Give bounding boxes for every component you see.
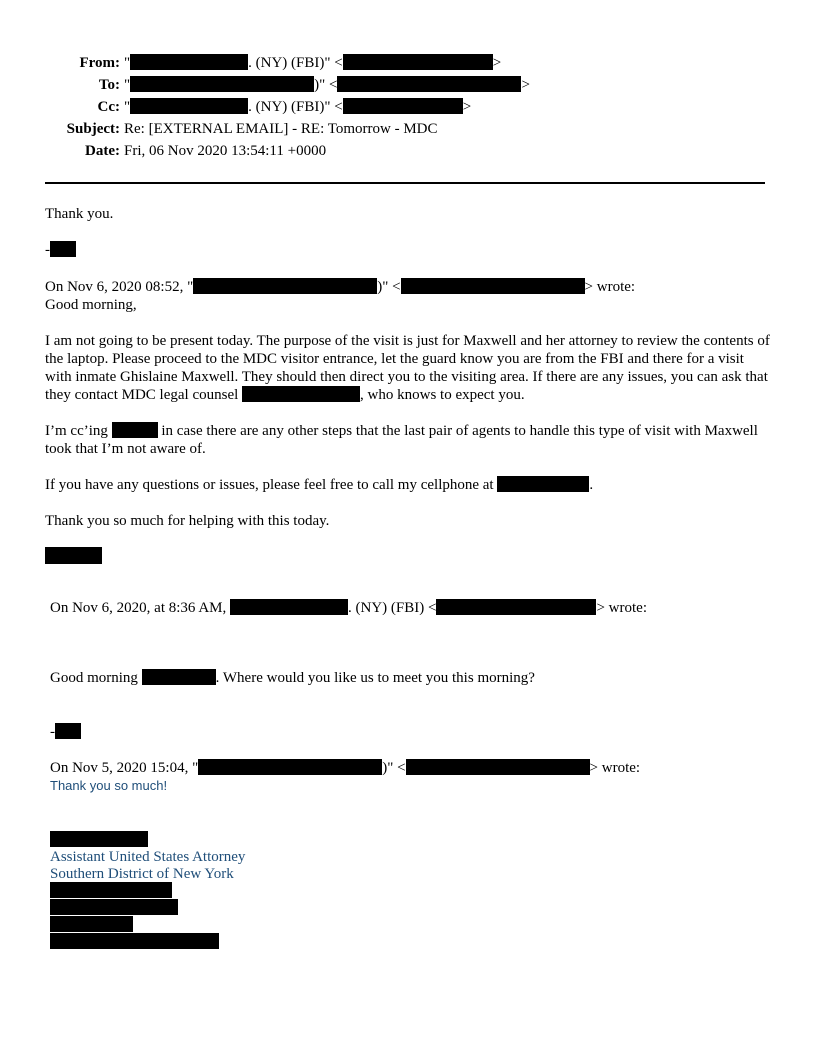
quote-header-1: On Nov 6, 2020 08:52, " )" < > wrote: — [45, 279, 636, 295]
redaction — [50, 831, 148, 847]
date-label: Date: — [85, 143, 120, 159]
redaction — [130, 54, 248, 70]
redaction — [50, 241, 76, 257]
quote-header-2: On Nov 6, 2020, at 8:36 AM, . (NY) (FBI) < > wrote: — [50, 600, 647, 616]
paragraph-cc-note: I’m cc’ing in case there are any other steps that the last pair of agents to handle this type of visit with Maxwell took that I’m not aware of. — [45, 423, 758, 457]
thanks-much-line: Thank you so much! — [50, 778, 168, 793]
signature-initials: - — [45, 241, 76, 259]
redaction — [497, 476, 589, 492]
to-value: " )" < > — [124, 77, 530, 93]
redaction — [50, 916, 133, 932]
redaction — [55, 723, 81, 739]
from-value: " . (NY) (FBI)" < > — [124, 55, 502, 71]
paragraph-visit-instructions: I am not going to be present today. The purpose of the visit is just for Maxwell and her attorney to review the contents of the laptop. Please proceed to the MDC visitor entrance, let the guard know you are from the FBI and there for a visit with inmate Ghislaine Maxwell. They should then direct you to the visiting area. If there are any issues, you can ask that they contact MDC legal counsel , who knows to expect you. — [45, 333, 770, 403]
redaction — [242, 386, 360, 402]
subject-value: Re: [EXTERNAL EMAIL] - RE: Tomorrow - MDC — [124, 121, 438, 137]
redaction — [130, 76, 314, 92]
redaction — [343, 98, 463, 114]
cc-label: Cc: — [97, 99, 120, 115]
to-label: To: — [98, 77, 120, 93]
redaction — [193, 278, 377, 294]
header-divider — [45, 182, 765, 184]
redaction — [198, 759, 382, 775]
signature-title: Assistant United States Attorney — [50, 849, 246, 865]
cc-value: " . (NY) (FBI)" < > — [124, 99, 472, 115]
greeting-1: Good morning, — [45, 297, 137, 313]
redaction — [436, 599, 596, 615]
paragraph-thanks: Thank you so much for helping with this today. — [45, 513, 330, 529]
subject-label: Subject: — [66, 121, 120, 137]
quote-header-3: On Nov 5, 2020 15:04, " )" < > wrote: — [50, 760, 641, 776]
redaction — [230, 599, 348, 615]
redaction — [50, 933, 219, 949]
from-label: From: — [79, 55, 120, 71]
redaction — [343, 54, 493, 70]
greeting-2: Good morning . Where would you like us to meet you this morning? — [50, 670, 535, 686]
redaction — [337, 76, 521, 92]
redaction — [130, 98, 248, 114]
redaction — [45, 547, 102, 564]
redaction — [401, 278, 585, 294]
redaction — [112, 422, 158, 438]
paragraph-cellphone: If you have any questions or issues, please feel free to call my cellphone at . — [45, 477, 594, 493]
signature-initials: - — [50, 723, 81, 741]
date-value: Fri, 06 Nov 2020 13:54:11 +0000 — [124, 143, 327, 159]
redaction — [406, 759, 590, 775]
signature-office: Southern District of New York — [50, 866, 234, 882]
redaction — [142, 669, 216, 685]
redaction — [50, 882, 172, 898]
redaction — [50, 899, 178, 915]
thank-you-line: Thank you. — [45, 206, 114, 222]
